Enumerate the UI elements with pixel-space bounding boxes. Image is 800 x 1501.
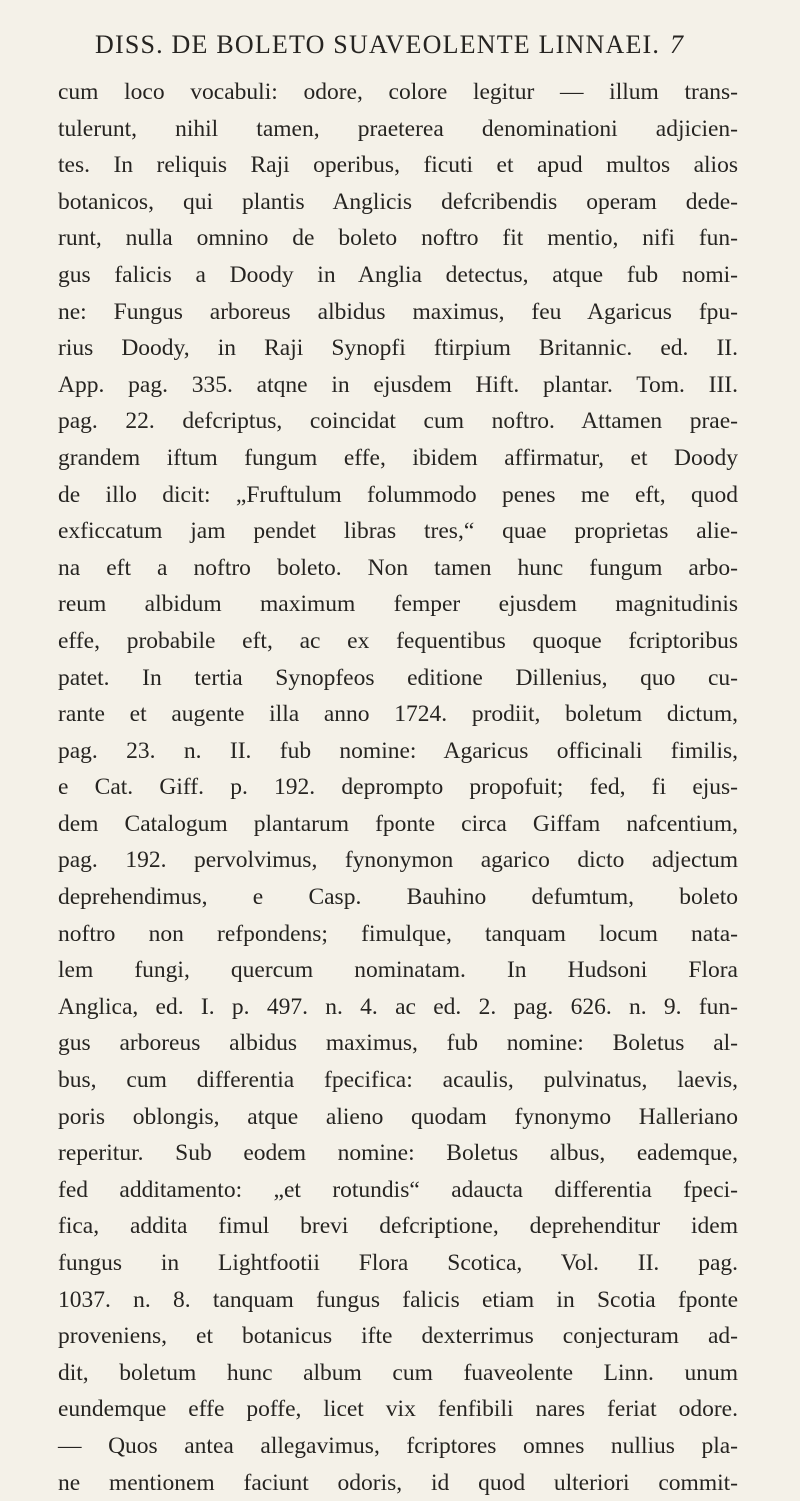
text-line: fed additamento: „et rotundis“ adaucta differentia fpeci- — [58, 1176, 738, 1203]
text-line: eundemque effe poffe, licet vix fenfibili nares feriat odore. — [58, 1396, 738, 1423]
text-line: cum loco vocabuli: odore, colore legitur — illum trans- — [58, 79, 738, 105]
text-line: runt, nulla omnino de boleto noftro fit mentio, nifi fun- — [58, 225, 738, 252]
text-line: reperitur. Sub eodem nomine: Boletus albus, eademque, — [58, 1140, 738, 1167]
running-head-title: DISS. DE BOLETO SUAVEOLENTE LINNAEI. — [95, 30, 661, 59]
running-head — [95, 30, 685, 60]
text-line: dit, boletum hunc album cum fuaveolente Linn. unum — [58, 1359, 738, 1386]
text-line: grandem iftum fungum effe, ibidem affirmatur, et Doody — [58, 444, 738, 471]
text-line: Anglica, ed. I. p. 497. n. 4. ac ed. 2. pag. 626. n. 9. fun- — [58, 993, 738, 1020]
text-line: dem Catalogum plantarum fponte circa Giffam nafcentium, — [58, 810, 738, 837]
text-line: fica, addita fimul brevi defcriptione, deprehenditur idem — [58, 1213, 738, 1240]
text-line: bus, cum differentia fpecifica: acaulis, pulvinatus, laevis, — [58, 1067, 738, 1094]
text-line: deprehendimus, e Casp. Bauhino defumtum, boleto — [58, 884, 738, 911]
text-line: tulerunt, nihil tamen, praeterea denominationi adjicien- — [58, 115, 738, 142]
text-line: gus falicis a Doody in Anglia detectus, atque fub nomi- — [58, 261, 738, 288]
text-line: ne: Fungus arboreus albidus maximus, feu Agaricus fpu- — [58, 298, 738, 325]
text-line: App. pag. 335. atqne in ejusdem Hift. plantar. Tom. III. — [58, 371, 738, 398]
text-line: na eft a noftro boleto. Non tamen hunc fungum arbo- — [58, 554, 738, 581]
text-line: lem fungi, quercum nominatam. In Hudsoni Flora — [58, 957, 738, 984]
text-line: proveniens, et botanicus ifte dexterrimus conjecturam ad- — [58, 1323, 738, 1350]
body-text — [58, 74, 738, 1501]
text-line: exficcatum jam pendet libras tres,“ quae proprietas alie- — [58, 518, 738, 545]
text-line: rius Doody, in Raji Synopfi ftirpium Britannic. ed. II. — [58, 335, 738, 362]
text-line: noftro non refpondens; fimulque, tanquam locum nata- — [58, 920, 738, 947]
text-line: pag. 192. pervolvimus, fynonymon agarico dicto adjectum — [58, 847, 738, 874]
text-line: effe, probabile eft, ac ex fequentibus quoque fcriptoribus — [58, 627, 738, 654]
page-number: 7 — [670, 30, 685, 59]
text-line: fungus in Lightfootii Flora Scotica, Vol. II. pag. — [58, 1250, 738, 1276]
text-line: botanicos, qui plantis Anglicis defcribendis operam dede- — [58, 188, 738, 215]
text-line: — Quos antea allegavimus, fcriptores omnes nullius pla- — [58, 1432, 738, 1459]
text-line: de illo dicit: „Fruftulum folummodo penes me eft, quod — [58, 481, 738, 508]
text-line: e Cat. Giff. p. 192. deprompto propofuit; fed, fi ejus- — [58, 774, 738, 801]
text-line: 1037. n. 8. tanquam fungus falicis etiam in Scotia fponte — [58, 1286, 738, 1313]
text-line: rante et augente illa anno 1724. prodiit, boletum dictum, — [58, 701, 738, 728]
text-line: ne mentionem faciunt odoris, id quod ulteriori commit- — [58, 1469, 738, 1496]
text-line: poris oblongis, atque alieno quodam fynonymo Halleriano — [58, 1103, 738, 1130]
text-line: patet. In tertia Synopfeos editione Dillenius, quo cu- — [58, 664, 738, 691]
text-line: pag. 22. defcriptus, coincidat cum noftro. Attamen prae- — [58, 408, 738, 435]
text-line: reum albidum maximum femper ejusdem magnitudinis — [58, 591, 738, 618]
text-line: tes. In reliquis Raji operibus, ficuti et apud multos alios — [58, 152, 738, 179]
text-line: gus arboreus albidus maximus, fub nomine: Boletus al- — [58, 1030, 738, 1057]
text-line: pag. 23. n. II. fub nomine: Agaricus officinali fimilis, — [58, 737, 738, 764]
